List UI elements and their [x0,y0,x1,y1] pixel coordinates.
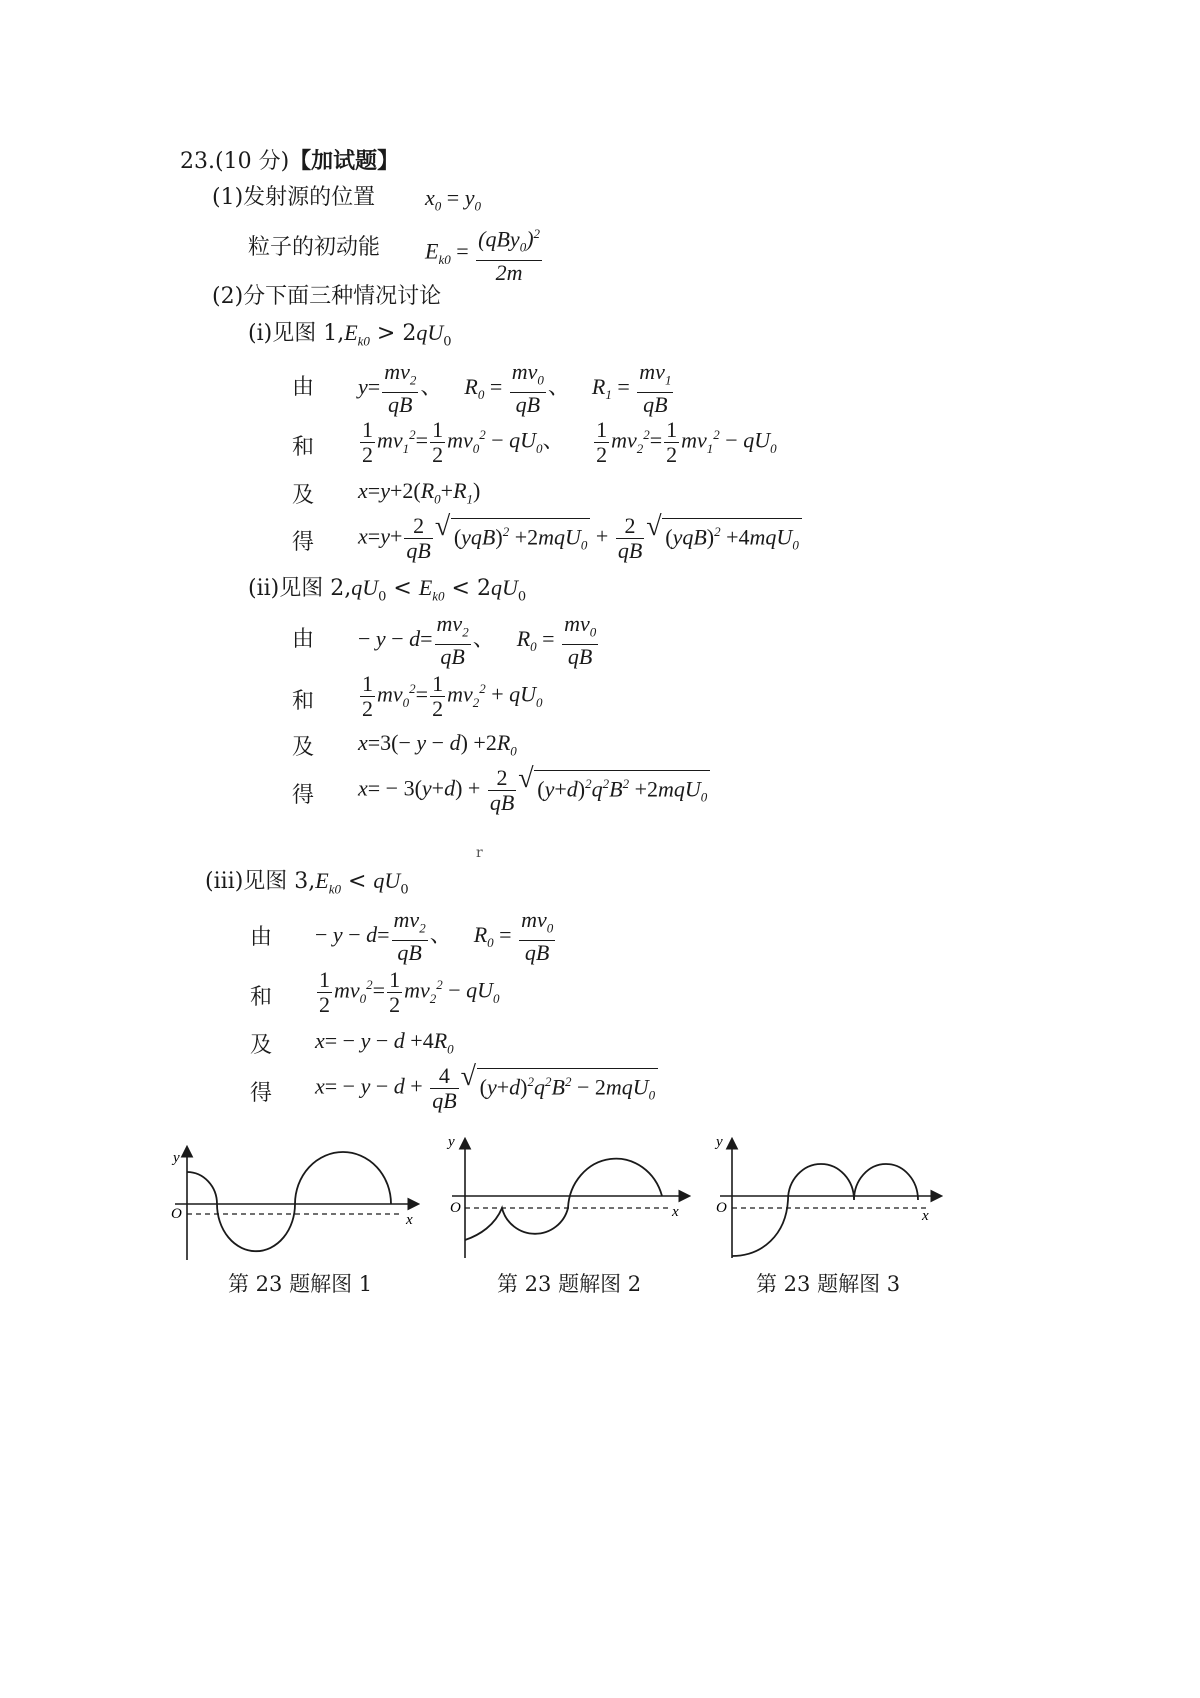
case3-he: 和 [250,985,273,1010]
case3-eq4: x= − y − d + $\frac{4}{qB}$ √ $(y+d)^2q^2B^2 - 2mqU_0$ [315,1064,658,1113]
part1-energy-label: 粒子的初动能 [248,235,381,260]
problem-number: 23. [180,149,215,174]
figure-1-caption: 第 23 题解图 1 [228,1272,373,1296]
case1-eq2: $\frac{1}{2}$ $mv_1^2=$ $\frac{1}{2}$ $mv_0^2 - qU_0$、 $\frac{1}{2}$ $mv_2^2=$ $\frac{1}{2}$ $mv_1^2 - qU_0$ [362,417,777,467]
part1-position-eq: $x_0 = y_0$ [425,185,481,214]
part1-energy-eq: $E_{k0}$ = $\frac{(qBy_0)^2}{2m}$ [425,222,544,285]
case3-eq2: $\frac{1}{2}$ $mv_0^2=$ $\frac{1}{2}$ $mv_2^2 - qU_0$ [319,967,500,1017]
case2-eq4: x= − 3(y+d) + $\frac{2}{qB}$ √ $(y+d)^2q^2B^2 +2mqU_0$ [358,766,710,815]
case1-eq4: x=y+ $\frac{2}{qB}$ √ (yqB)$^2$ +2mqU$_0$ + $\frac{2}{qB}$ √ (yqB)$^2$ +4mqU$_0$ [358,514,802,563]
problem-tag: 【加试题】 [289,148,400,174]
case3-de: 得 [250,1081,273,1106]
case3-ji: 及 [250,1033,273,1058]
fig1-y-label: y [173,1150,180,1166]
case3-eq3: $x= - y - d +4R_0$ [315,1028,454,1057]
fig3-y-label: y [716,1134,723,1150]
case2-label: (ⅱ)见图 2, [248,576,352,601]
problem-points: (10 分) [215,149,290,174]
case1-ji: 及 [292,483,315,508]
fig1-x-label: x [406,1212,413,1228]
case1-label: (ⅰ)见图 1, [248,321,345,346]
fig1-origin-label: O [171,1206,182,1222]
fig2-origin-label: O [450,1200,461,1216]
case1-eq1: y= $\frac{mv_2}{qB}$ 、 $R_0$ = $\frac{mv_0}{qB}$ 、 $R_1$ = $\frac{mv_1}{qB}$ [358,359,672,418]
fig1-trajectory [187,1152,391,1251]
case1-he: 和 [292,435,315,460]
case3-header: (ⅲ)见图 $3,E_{k0} < qU_0$ [205,868,409,898]
case3-you: 由 [250,925,273,950]
figure-3 [712,1130,947,1265]
case2-eq2: $\frac{1}{2}$ $mv_0^2=$ $\frac{1}{2}$ $mv_2^2 + qU_0$ [362,671,543,721]
stray-mark: r [476,845,483,861]
part1-position-label: (1)发射源的位置 [212,185,376,210]
part2-intro: (2)分下面三种情况讨论 [212,284,442,309]
figure-3-caption: 第 23 题解图 3 [756,1272,901,1296]
problem-header [180,148,399,175]
figure-1 [165,1140,430,1265]
figure-2-caption: 第 23 题解图 2 [497,1272,642,1296]
case3-eq1: − y − d= $\frac{mv_2}{qB}$ 、 $R_0$ = $\frac{mv_0}{qB}$ [315,907,554,966]
fig2-x-label: x [672,1204,679,1220]
case2-header: (ⅱ)见图 $2,qU_0 < E_{k0} < 2qU_0$ [248,575,527,605]
case3-label: (ⅲ)见图 3, [205,869,316,894]
figure-2 [440,1130,700,1265]
case2-he: 和 [292,689,315,714]
case2-eq1: − y − d= $\frac{mv_2}{qB}$ 、 $R_0$ = $\frac{mv_0}{qB}$ [358,611,597,670]
fig3-origin-label: O [716,1200,727,1216]
fig2-y-label: y [448,1134,455,1150]
case2-de: 得 [292,783,315,808]
case1-header: (ⅰ)见图 $1,E_{k0} > 2qU_0$ [248,320,452,350]
case1-eq3: $x=y+2(R_0+R_1)$ [358,478,481,507]
fig3-x-label: x [922,1208,929,1224]
fig2-trajectory [465,1159,662,1240]
case2-eq3: $x=3(- y - d) +2R_0$ [358,730,517,759]
fig3-trajectory [732,1164,918,1256]
case1-de: 得 [292,530,315,555]
case1-you: 由 [292,375,315,400]
case2-you: 由 [292,627,315,652]
case2-ji: 及 [292,735,315,760]
